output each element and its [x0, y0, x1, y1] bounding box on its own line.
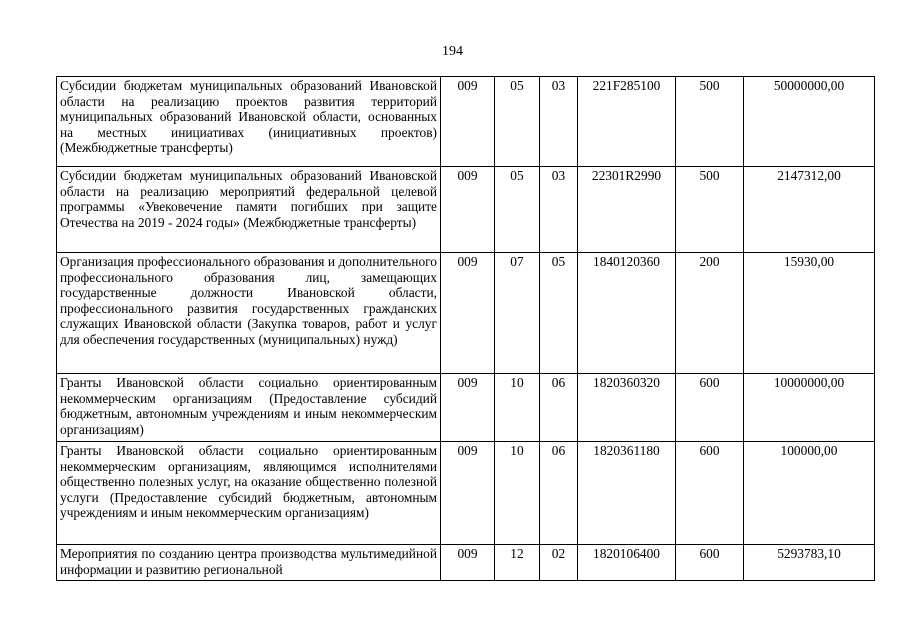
subsection-code: 06: [540, 442, 578, 545]
ministry-code: 009: [441, 77, 495, 167]
row-description: Организация профессионального образования и дополнительного профессионального образования лиц, замещающих государственные должности Ивановской области, профессионального развития государственных гражданских служащих Ивановской области (Закупка товаров, работ и услуг для обеспечения государственных (муниципальных) нужд): [57, 253, 441, 374]
ministry-code: 009: [441, 253, 495, 374]
table-row: [57, 253, 875, 374]
subsection-code: 06: [540, 374, 578, 442]
target-article-code: 221F285100: [578, 77, 676, 167]
table-row: [57, 167, 875, 253]
subsection-code: 03: [540, 167, 578, 253]
subsection-code: 05: [540, 253, 578, 374]
section-code: 05: [495, 77, 540, 167]
target-article-code: 1820361180: [578, 442, 676, 545]
table-row: [57, 442, 875, 545]
amount-value: 10000000,00: [744, 374, 875, 442]
table-row: [57, 545, 875, 581]
expense-type-code: 500: [676, 77, 744, 167]
target-article-code: 1820360320: [578, 374, 676, 442]
row-description: Мероприятия по созданию центра производства мультимедийной информации и развитию региональной: [57, 545, 441, 581]
row-description: Гранты Ивановской области социально ориентированным некоммерческим организациям (Предоставление субсидий бюджетным, автономным учреждениям и иным некоммерческим организациям): [57, 374, 441, 442]
table-row: [57, 77, 875, 167]
page-number: 194: [442, 44, 463, 59]
expense-type-code: 200: [676, 253, 744, 374]
target-article-code: 1840120360: [578, 253, 676, 374]
ministry-code: 009: [441, 167, 495, 253]
expense-type-code: 600: [676, 545, 744, 581]
expense-type-code: 600: [676, 442, 744, 545]
table-row: [57, 374, 875, 442]
amount-value: 2147312,00: [744, 167, 875, 253]
ministry-code: 009: [441, 545, 495, 581]
section-code: 10: [495, 442, 540, 545]
subsection-code: 02: [540, 545, 578, 581]
expense-type-code: 500: [676, 167, 744, 253]
target-article-code: 1820106400: [578, 545, 676, 581]
row-description: Гранты Ивановской области социально ориентированным некоммерческим организациям, являющимся исполнителями общественно полезных услуг, на оказание общественно полезной услуги (Предоставление субсидий бюджетным, автономным учреждениям и иным некоммерческим организациям): [57, 442, 441, 545]
section-code: 05: [495, 167, 540, 253]
expense-type-code: 600: [676, 374, 744, 442]
row-description: Субсидии бюджетам муниципальных образований Ивановской области на реализацию проектов развития территорий муниципальных образований Ивановской области, основанных на местных инициативах (инициативных проектов) (Межбюджетные трансферты): [57, 77, 441, 167]
amount-value: 50000000,00: [744, 77, 875, 167]
row-description: Субсидии бюджетам муниципальных образований Ивановской области на реализацию мероприятий федеральной целевой программы «Увековечение памяти погибших при защите Отечества на 2019 - 2024 годы» (Межбюджетные трансферты): [57, 167, 441, 253]
budget-table: [56, 76, 875, 581]
ministry-code: 009: [441, 374, 495, 442]
target-article-code: 22301R2990: [578, 167, 676, 253]
subsection-code: 03: [540, 77, 578, 167]
amount-value: 100000,00: [744, 442, 875, 545]
amount-value: 5293783,10: [744, 545, 875, 581]
section-code: 10: [495, 374, 540, 442]
section-code: 12: [495, 545, 540, 581]
amount-value: 15930,00: [744, 253, 875, 374]
ministry-code: 009: [441, 442, 495, 545]
section-code: 07: [495, 253, 540, 374]
